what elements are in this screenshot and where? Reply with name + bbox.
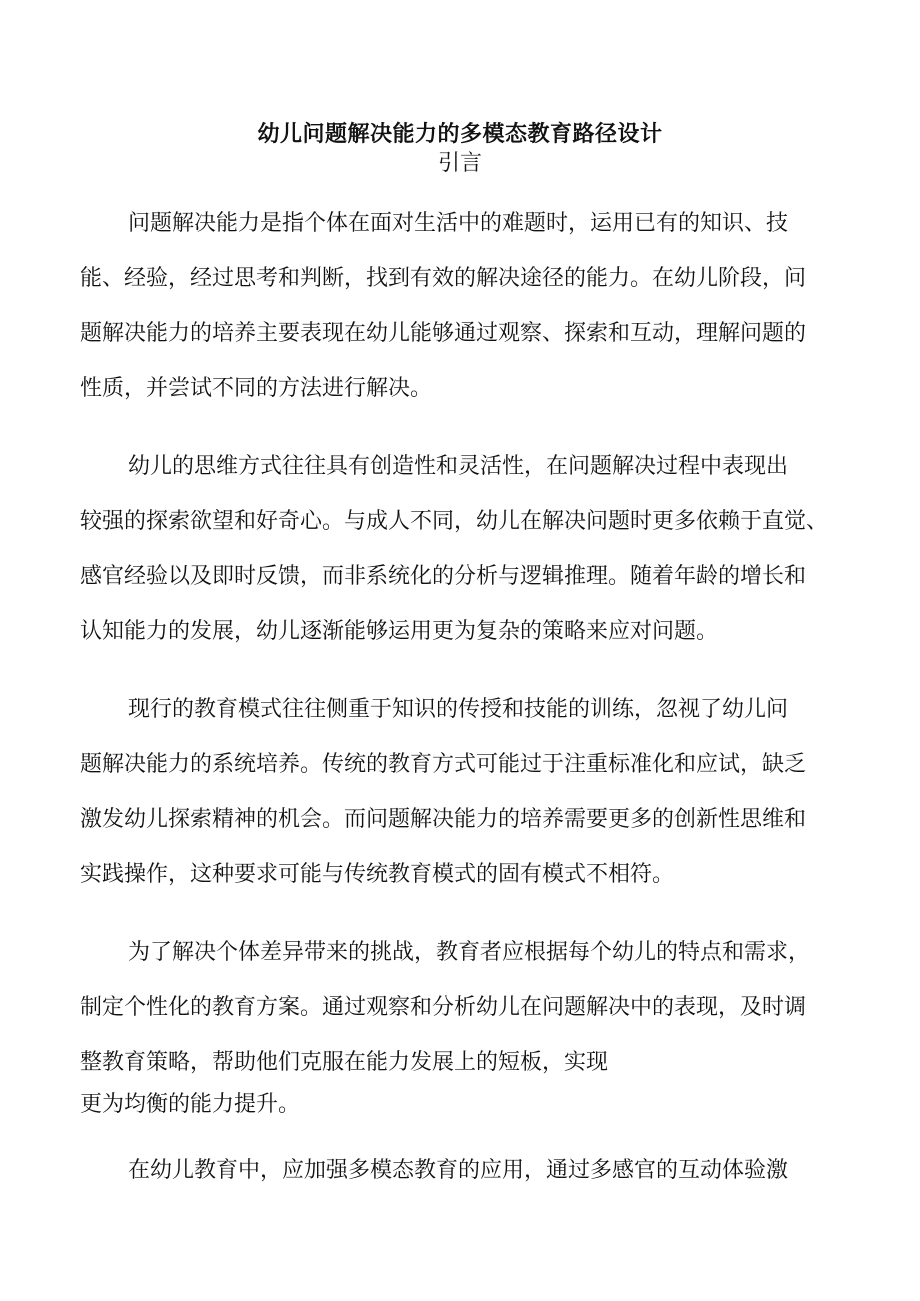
paragraph-line: 幼儿的思维方式往往具有创造性和灵活性，在问题解决过程中表现出 (128, 454, 789, 479)
paragraph-line: 感官经验以及即时反馈，而非系统化的分析与逻辑推理。随着年龄的增长和 (80, 564, 807, 589)
paragraph-line: 较强的探索欲望和好奇心。与成人不同，幼儿在解决问题时更多依赖于直觉、 (80, 509, 829, 534)
paragraph-line: 性质，并尝试不同的方法进行解决。 (80, 376, 433, 401)
paragraph (80, 1143, 840, 1198)
document-subtitle: 引言 (437, 151, 482, 176)
paragraph-line: 问题解决能力是指个体在面对生活中的难题时，运用已有的知识、技 (128, 211, 789, 236)
paragraph-line: 为了解决个体差异带来的挑战，教育者应根据每个幼儿的特点和需求， (128, 940, 811, 965)
paragraph-line: 实践操作，这种要求可能与传统教育模式的固有模式不相符。 (80, 862, 675, 887)
document-body (80, 196, 840, 1221)
paragraph (80, 439, 840, 659)
paragraph-line: 认知能力的发展，幼儿逐渐能够运用更为复杂的策略来应对问题。 (80, 619, 719, 644)
paragraph (80, 196, 840, 416)
paragraph-line: 题解决能力的系统培养。传统的教育方式可能过于注重标准化和应试，缺乏 (80, 752, 807, 777)
paragraph-line: 现行的教育模式往往侧重于知识的传授和技能的训练，忽视了幼儿问 (128, 697, 789, 722)
paragraph-line: 能、经验，经过思考和判断，找到有效的解决途径的能力。在幼儿阶段，问 (80, 266, 807, 291)
paragraph (80, 925, 840, 1120)
paragraph (80, 682, 840, 902)
paragraph-line: 更为均衡的能力提升。 (80, 1092, 301, 1117)
paragraph-line: 在幼儿教育中，应加强多模态教育的应用，通过多感官的互动体验激 (128, 1158, 789, 1183)
paragraph-line: 整教育策略，帮助他们克服在能力发展上的短板，实现 (80, 1050, 609, 1075)
document-title: 幼儿问题解决能力的多模态教育路径设计 (257, 121, 663, 147)
paragraph-line: 制定个性化的教育方案。通过观察和分析幼儿在问题解决中的表现，及时调 (80, 995, 807, 1020)
paragraph-line: 激发幼儿探索精神的机会。而问题解决能力的培养需要更多的创新性思维和 (80, 807, 807, 832)
paragraph-line: 题解决能力的培养主要表现在幼儿能够通过观察、探索和互动，理解问题的 (80, 321, 807, 346)
